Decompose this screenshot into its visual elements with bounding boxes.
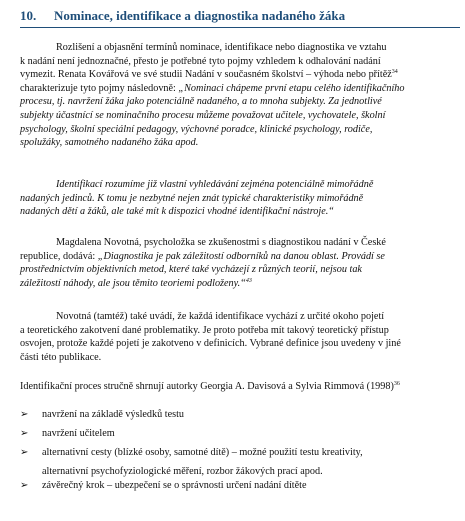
footnote-ref: 43: [245, 277, 252, 284]
arrow-bullet-icon: ➢: [20, 480, 29, 491]
text-line: psychology, školní speciální pedagogy, výchovné poradce, klinické psychology, rodiče,: [20, 123, 373, 135]
text-line: části této publikace.: [20, 351, 102, 363]
text-line: vymezit. Renata Kovářová ve své studii Nadání v současném školství – výhoda nebo přítěž$^{34}$: [20, 69, 398, 81]
paragraph-novotna-tamtez: [20, 310, 445, 364]
text-line: osvojen, protože každé pojetí je zakotveno v definicích. Vybrané definice jsou uvedeny v jiné: [20, 338, 401, 350]
paragraph-identifikace: [20, 178, 445, 219]
text-line: charakterizuje tyto pojmy následovně: „Nominaci chápeme první etapu celého identifikačního: [20, 82, 405, 94]
text-line: nadaných jedinců. K tomu je nezbytné nejen znát typické charakteristiky mimořádně: [20, 192, 364, 204]
identification-steps-list: [20, 408, 450, 498]
section-title: Nominace, identifikace a diagnostika nadaného žáka: [54, 8, 346, 23]
list-item: ➢ alternativní cesty (blízké osoby, samotné dítě) – možné použití testu kreativity, alternativní psychofyziologické měření, rozbor žákových prací apod.: [20, 447, 363, 477]
section-number: 10.: [20, 8, 37, 23]
text-line: subjekty účastnící se nominačního procesu můžeme považovat učitele, vychovatele, školní: [20, 109, 386, 121]
arrow-bullet-icon: ➢: [20, 409, 29, 420]
footnote-ref: 34: [391, 69, 398, 76]
text-line: k nadání není jednoznačné, přesto je potřebné tyto pojmy vzhledem k odhalování nadání: [20, 55, 381, 67]
list-item: ➢ navržení na základě výsledků testu: [20, 409, 185, 420]
list-item: ➢ závěrečný krok – ubezpečení se o správnosti určení nadání dítěte: [20, 480, 307, 491]
text-line: Rozlišení a objasnění termínů nominace, identifikace nebo diagnostika ve vztahu: [56, 42, 387, 53]
text-line: procesu, tj. navržení žáka jako potenciálně nadaného, a to mnoha subjekty. Za jednotlivé: [20, 96, 382, 108]
text-line: Identifikací rozumíme již vlastní vyhledávání zejména potenciálně mimořádně: [56, 179, 374, 190]
paragraph-novotna: [20, 236, 445, 290]
text-line: Identifikační proces stručně shrnují autorky Georgia A. Davisová a Sylvia Rimmová $(1998)^{36}$: [20, 381, 400, 392]
text-line: nadaných dětí a žáků, ale také mít k dispozici vhodné identifikační nástroje.“: [20, 206, 334, 218]
arrow-bullet-icon: ➢: [20, 428, 29, 439]
text-line: Magdalena Novotná, psycholožka se zkušenostmi s diagnostikou nadání v České: [56, 237, 386, 248]
arrow-bullet-icon: ➢: [20, 447, 29, 458]
text-line: republice, dodává: „Diagnostika je pak záležitostí odborníků na danou oblast. Provádí se: [20, 250, 385, 262]
footnote-ref: 36: [393, 381, 400, 387]
paragraph-nominace: [20, 41, 445, 150]
text-line: prostřednictvím objektivních metod, které také vycházejí z různých teorií, nejsou tak: [20, 264, 362, 276]
paragraph-davisova: [20, 380, 445, 394]
text-line: a teoretického zakotvení dané problematiky. Je proto potřeba mít takový teoretický přístup: [20, 324, 389, 336]
section-heading: [20, 8, 460, 28]
text-line: záležitostí náhody, ale jsou těmito teoriemi podloženy.“$^{43}$: [20, 277, 252, 289]
text-line: Novotná (tamtéž) také uvádí, že každá identifikace vychází z určité okoho pojetí: [56, 311, 385, 322]
list-item: ➢ navržení učitelem: [20, 428, 115, 439]
text-line: spolužáky, samotného nadaného žáka apod.: [20, 137, 199, 149]
